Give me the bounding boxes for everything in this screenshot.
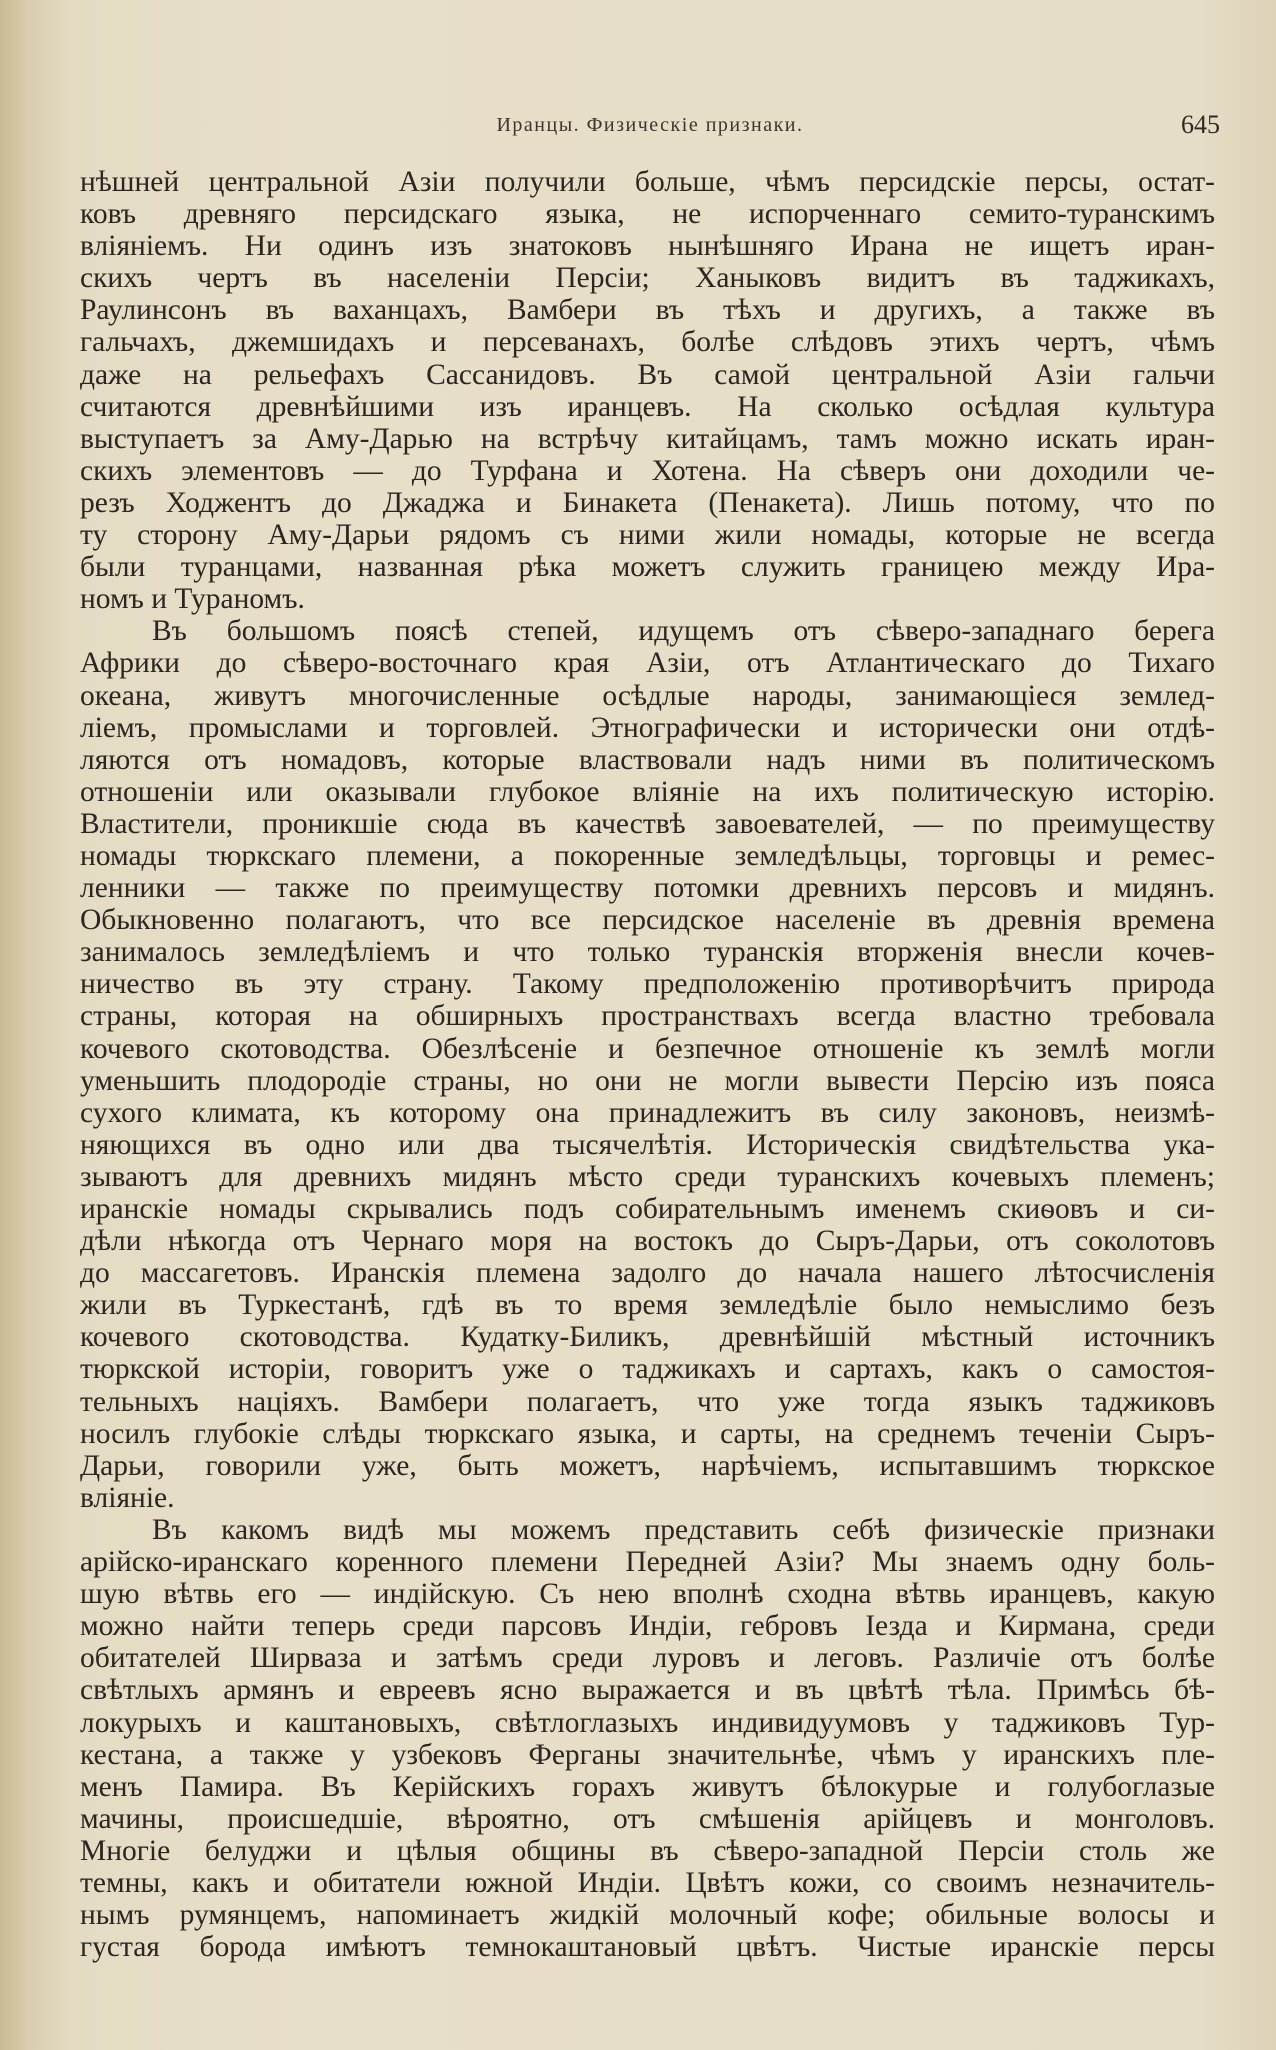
text-line: считаются древнѣйшими изъ иранцевъ. На сколько осѣдлая культура	[80, 390, 1215, 423]
text-line: Африки до сѣверо-восточнаго края Азіи, отъ Атлантическаго до Тихаго	[80, 647, 1215, 680]
text-line: до массагетовъ. Иранскія племена задолго до начала нашего лѣтосчисленія	[80, 1257, 1215, 1290]
text-line: занималось земледѣліемъ и что только туранскія вторженія внесли кочев-	[80, 936, 1215, 969]
text-line: кочевого скотоводства. Обезлѣсеніе и безпечное отношеніе къ землѣ могли	[80, 1032, 1215, 1065]
text-line: тюркской исторіи, говоритъ уже о таджикахъ и сартахъ, какъ о самостоя-	[80, 1353, 1215, 1386]
text-line: Въ большомъ поясѣ степей, идущемъ отъ сѣверо-западнаго берега	[152, 615, 1215, 648]
text-line: кочевого скотоводства. Кудатку-Биликъ, древнѣйшій мѣстный источникъ	[80, 1321, 1215, 1354]
text-line: иранскіе номады скрывались подъ собирательнымъ именемъ скиѳовъ и си-	[80, 1193, 1215, 1225]
text-line: нымъ румянцемъ, напоминаетъ жидкій молочный кофе; обильные волосы и	[80, 1899, 1215, 1932]
text-line: скихъ элементовъ — до Турфана и Хотена. На сѣверъ они доходили че-	[80, 454, 1215, 487]
text-line: нѣшней центральной Азіи получили больше, чѣмъ персидскіе персы, остат-	[80, 166, 1215, 198]
running-head: Иранцы. Физическіе признаки.	[496, 114, 804, 136]
text-line: уменьшить плодородіе страны, но они не могли вывести Персію изъ пояса	[80, 1064, 1215, 1097]
text-line: менъ Памира. Въ Керійскихъ горахъ живутъ бѣлокурые и голубоглазые	[80, 1770, 1215, 1803]
text-line: можно найти теперь среди парсовъ Индіи, гебровъ Іезда и Кирмана, среди	[80, 1610, 1215, 1643]
text-line: ничество въ эту страну. Такому предположенію противорѣчитъ природа	[80, 968, 1215, 1001]
text-line: страны, которая на обширныхъ пространствахъ всегда властно требовала	[80, 1000, 1215, 1033]
text-line: шую вѣтвь его — индійскую. Съ нею вполнѣ сходна вѣтвь иранцевъ, какую	[80, 1578, 1215, 1611]
text-line: ляются отъ номадовъ, которые властвовали надъ ними въ политическомъ	[80, 743, 1215, 776]
text-line: Раулинсонъ въ ваханцахъ, Вамбери въ тѣхъ и другихъ, а также въ	[80, 294, 1215, 327]
text-line: даже на рельефахъ Сассанидовъ. Въ самой центральной Азіи гальчи	[80, 358, 1215, 391]
text-line: резъ Ходжентъ до Джаджа и Бинакета (Пенакета). Лишь потому, что по	[80, 486, 1215, 519]
text-line: Властители, проникшіе сюда въ качествѣ завоевателей, — по преимуществу	[80, 807, 1215, 840]
text-line: тельныхъ націяхъ. Вамбери полагаетъ, что уже тогда языкъ таджиковъ	[80, 1385, 1215, 1418]
text-line: выступаетъ за Аму-Дарью на встрѣчу китайцамъ, тамъ можно искать иран-	[80, 422, 1215, 455]
text-line: были туранцами, названная рѣка можетъ служить границею между Ира-	[80, 551, 1215, 584]
text-line: Обыкновенно полагаютъ, что все персидское населеніе въ древнія времена	[80, 904, 1215, 937]
text-line: сухого климата, къ которому она принадлежитъ въ силу законовъ, неизмѣ-	[80, 1096, 1215, 1129]
text-line: зываютъ для древнихъ мидянъ мѣсто среди туранскихъ кочевыхъ племенъ;	[80, 1160, 1215, 1193]
text-line: ковъ древняго персидскаго языка, не испорченнаго семито-туранскимъ	[80, 198, 1215, 231]
text-line: Многіе белуджи и цѣлыя общины въ сѣверо-западной Персіи столь же	[80, 1834, 1215, 1867]
text-line: няющихся въ одно или два тысячелѣтія. Историческія свидѣтельства ука-	[80, 1128, 1215, 1161]
text-line: океана, живутъ многочисленные осѣдлые народы, занимающіеся землед-	[80, 679, 1215, 712]
text-line: дѣли нѣкогда отъ Чернаго моря на востокъ до Сыръ-Дарьи, отъ соколотовъ	[80, 1225, 1215, 1258]
text-line: густая борода имѣютъ темнокаштановый цвѣтъ. Чистые иранскіе персы	[80, 1931, 1215, 1964]
text-line: вліяніемъ. Ни одинъ изъ знатоковъ нынѣшняго Ирана не ищетъ иран-	[80, 230, 1215, 263]
text-line: локурыхъ и каштановыхъ, свѣтлоглазыхъ индивидуумовъ у таджиковъ Тур-	[80, 1706, 1215, 1739]
text-line: жили въ Туркестанѣ, гдѣ въ то время земледѣліе было немыслимо безъ	[80, 1289, 1215, 1322]
text-line: ліемъ, промыслами и торговлей. Этнографически и исторически они отдѣ-	[80, 711, 1215, 744]
text-line: номъ и Тураномъ.	[80, 583, 305, 616]
text-line: мачины, происшедшіе, вѣроятно, отъ смѣшенія арійцевъ и монголовъ.	[80, 1802, 1215, 1835]
text-line: скихъ чертъ въ населеніи Персіи; Ханыковъ видитъ въ таджикахъ,	[80, 262, 1215, 295]
body-text	[80, 166, 1215, 1963]
text-line: ленники — также по преимуществу потомки древнихъ персовъ и мидянъ.	[80, 872, 1215, 905]
text-line: отношеніи или оказывали глубокое вліяніе на ихъ политическую исторію.	[80, 775, 1215, 808]
text-line: Въ какомъ видѣ мы можемъ представить себѣ физическіе признаки	[152, 1513, 1215, 1546]
page-header	[80, 110, 1220, 150]
text-line: темны, какъ и обитатели южной Индіи. Цвѣтъ кожи, со своимъ незначитель-	[80, 1866, 1215, 1899]
text-line: арійско-иранскаго коренного племени Передней Азіи? Мы знаемъ одну боль-	[80, 1546, 1215, 1579]
page-number: 645	[1181, 110, 1220, 139]
text-line: ту сторону Аму-Дарьи рядомъ съ ними жили номады, которые не всегда	[80, 519, 1215, 552]
text-line: носилъ глубокіе слѣды тюркскаго языка, и сарты, на среднемъ теченіи Сыръ-	[80, 1417, 1215, 1450]
text-line: кестана, а также у узбековъ Ферганы значительнѣе, чѣмъ у иранскихъ пле-	[80, 1738, 1215, 1771]
text-line: гальчахъ, джемшидахъ и персеванахъ, болѣе слѣдовъ этихъ чертъ, чѣмъ	[80, 326, 1215, 359]
text-line: вліяніе.	[80, 1481, 175, 1514]
text-line: обитателей Ширваза и затѣмъ среди луровъ и леговъ. Различіе отъ болѣе	[80, 1642, 1215, 1675]
text-line: Дарьи, говорили уже, быть можетъ, нарѣчіемъ, испытавшимъ тюркское	[80, 1449, 1215, 1482]
text-line: номады тюркскаго племени, а покоренные земледѣльцы, торговцы и ремес-	[80, 839, 1215, 872]
text-line: свѣтлыхъ армянъ и евреевъ ясно выражается и въ цвѣтѣ тѣла. Примѣсь бѣ-	[80, 1674, 1215, 1707]
